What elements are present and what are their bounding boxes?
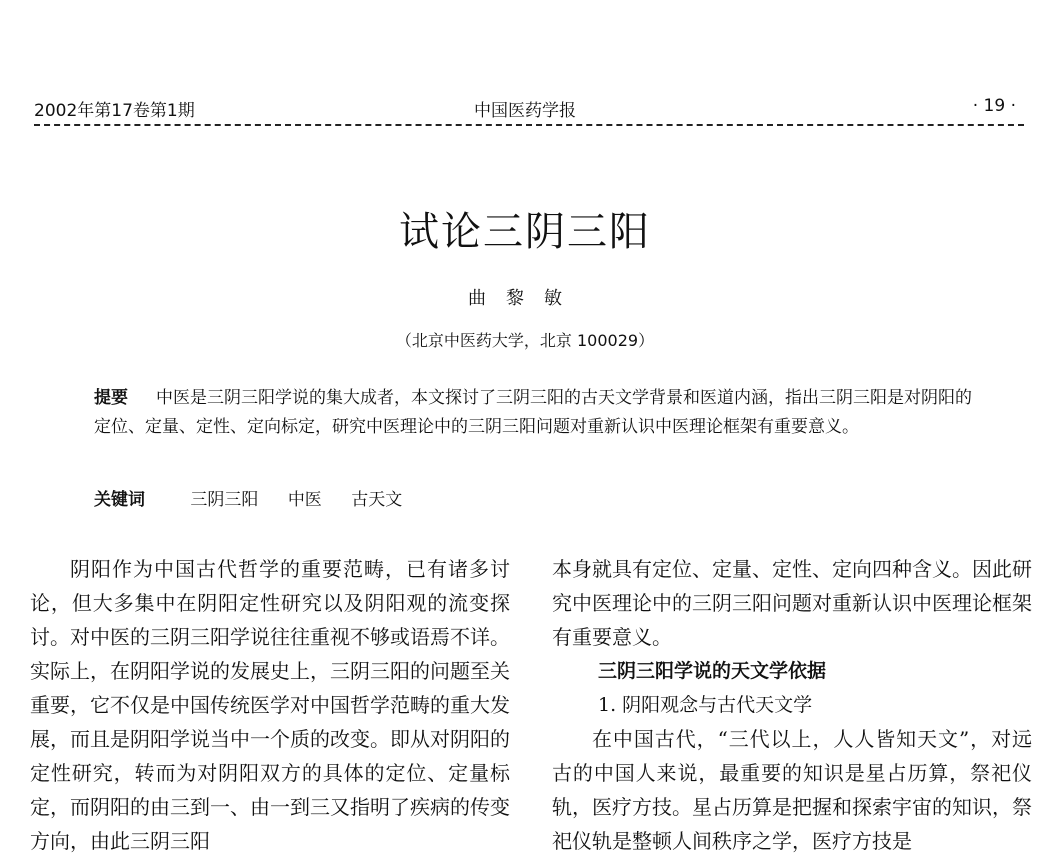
journal-name: 中国医药学报 [474,101,576,121]
keyword: 三阴三阳 [190,490,259,510]
header-rule [34,124,1024,126]
abstract [94,384,974,442]
body-column-left [30,552,510,858]
article-title: 试论三阴三阳 [399,209,651,255]
author-name: 曲黎敏 [468,288,582,309]
page-number: · 19 · [972,96,1016,116]
body-paragraph: 阴阳作为中国古代哲学的重要范畴，已有诸多讨论，但大多集中在阴阳定性研究以及阴阳观的流变探讨。对中医的三阴三阳学说往往重视不够或语焉不详。实际上，在阴阳学说的发展史上，三阴三阳的问题至关重要，它不仅是中国传统医学对中国哲学范畴的重大发展，而且是阴阳学说当中一个质的改变。即从对阴阳的定性研究，转而为对阴阳双方的具体的定位、定量标定，而阴阳的由三到一、由一到三又指明了疾病的传变方向，由此三阴三阳 [30,557,510,853]
body-paragraph-continued: 本身就具有定位、定量、定性、定向四种含义。因此研究中医理论中的三阴三阳问题对重新认识中医理论框架有重要意义。 [552,557,1032,649]
keyword: 古天文 [351,490,403,510]
keywords-label: 关键词 [94,490,145,510]
abstract-label: 提要 [94,388,128,408]
author-affiliation: （北京中医药大学，北京 100029） [395,331,655,350]
section-heading: 三阴三阳学说的天文学依据 [598,660,827,682]
keyword: 中医 [287,490,322,510]
abstract-text: 中医是三阴三阳学说的集大成者，本文探讨了三阴三阳的古天文学背景和医道内涵，指出三阴三阳是对阴阳的定位、定量、定性、定向标定，研究中医理论中的三阴三阳问题对重新认识中医理论框架有重要意义。 [94,388,972,437]
body-column-right [552,552,1032,858]
body-paragraph: 在中国古代，“三代以上，人人皆知天文”，对远古的中国人来说，最重要的知识是星占历算，祭祀仪轨，医疗方技。星占历算是把握和探索宇宙的知识，祭祀仪轨是整顿人间秩序之学，医疗方技是 [552,727,1032,853]
keywords [94,486,974,515]
journal-issue: 2002年第17卷第1期 [34,101,195,121]
subsection-heading: 1. 阴阳观念与古代天文学 [598,694,813,716]
